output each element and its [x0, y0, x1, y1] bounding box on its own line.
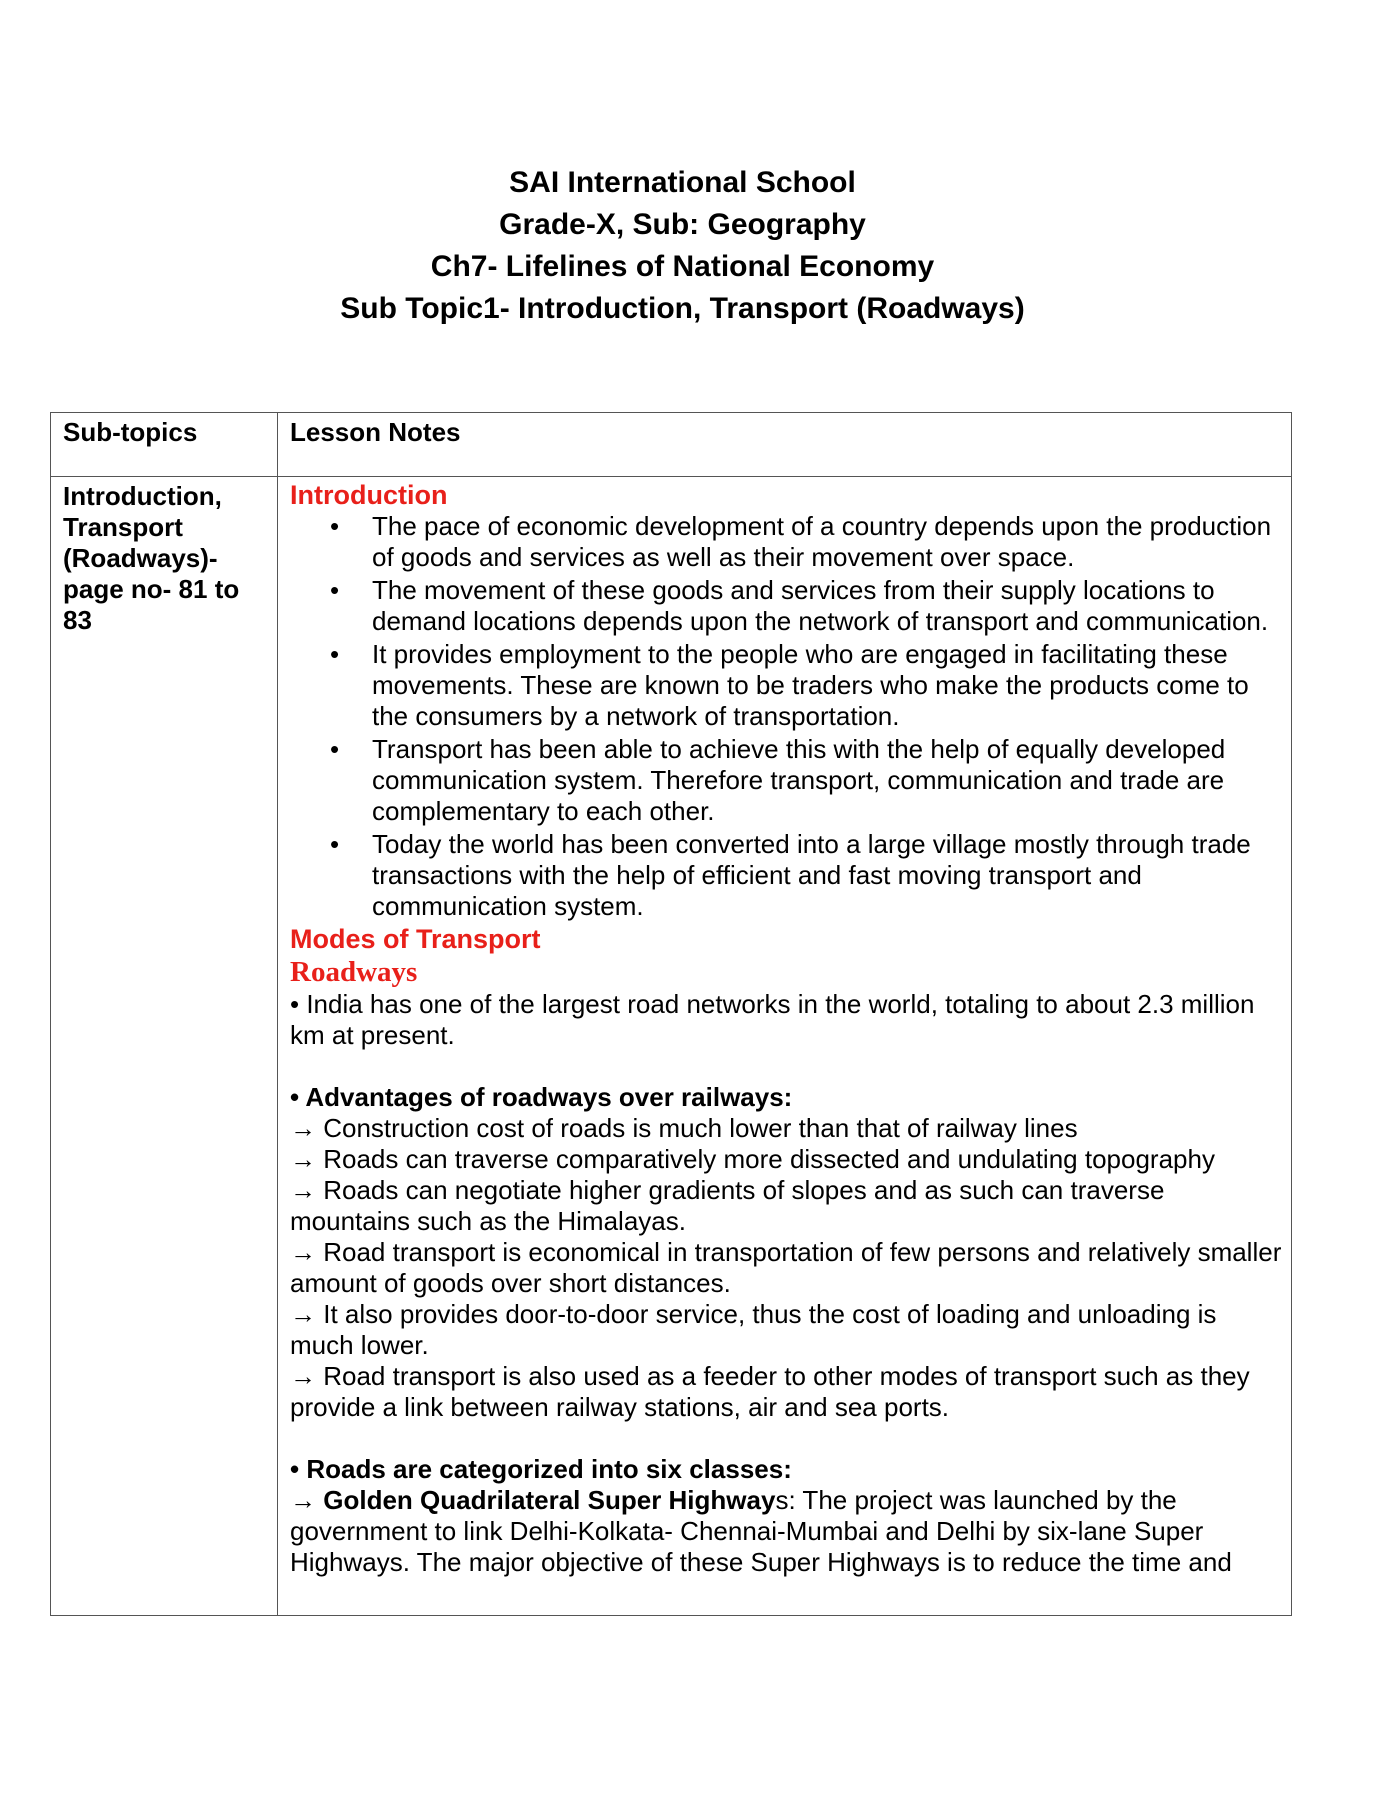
advantage-item: → Road transport is economical in transportation of few persons and relatively smaller amount of goods over short distances. — [290, 1237, 1282, 1298]
roadways-intro: • India has one of the largest road networks in the world, totaling to about 2.3 million km at present. — [290, 989, 1255, 1050]
advantages-heading: • Advantages of roadways over railways: — [290, 1082, 793, 1112]
introduction-list — [290, 511, 1283, 922]
modes-of-transport-heading: Modes of Transport — [290, 924, 541, 954]
table-header-row — [51, 413, 1292, 477]
introduction-heading: Introduction — [290, 480, 448, 510]
spacer — [290, 1423, 1283, 1454]
col-header-lesson-notes: Lesson Notes — [278, 413, 1292, 477]
advantage-item: → Road transport is also used as a feeder to other modes of transport such as they provide a link between railway stations, air and sea ports. — [290, 1361, 1250, 1422]
grade-subject: Grade-X, Sub: Geography — [499, 208, 866, 241]
list-item: • The movement of these goods and services from their supply locations to demand locations depends upon the network of transport and communication. — [372, 575, 1283, 637]
golden-quadrilateral-text: s: The project was launched by the government to link Delhi-Kolkata- Chennai-Mumbai and Delhi by six-lane Super Highways. The major objective of these Super Highways is to reduce the time and — [290, 1485, 1232, 1577]
list-item: • The pace of economic development of a country depends upon the production of goods and services as well as their movement over space. — [372, 511, 1283, 573]
subtopic-title: Sub Topic1- Introduction, Transport (Roadways) — [340, 292, 1025, 325]
golden-quadrilateral-item — [290, 1485, 1283, 1578]
table-row — [51, 477, 1292, 1616]
document-header — [0, 162, 1365, 330]
advantage-item: → Roads can negotiate higher gradients of slopes and as such can traverse mountains such as the Himalayas. — [290, 1175, 1165, 1236]
advantage-item: → Roads can traverse comparatively more dissected and undulating topography — [290, 1144, 1215, 1174]
school-name: SAI International School — [509, 166, 856, 199]
lesson-notes-cell — [278, 477, 1292, 1616]
roadways-heading: Roadways — [290, 956, 418, 988]
spacer — [290, 1051, 1283, 1082]
lesson-notes-table — [50, 412, 1292, 1616]
golden-quadrilateral-term: Golden Quadrilateral Super Highway — [323, 1485, 776, 1515]
subtopic-cell: Introduction, Transport (Roadways)-page no- 81 to 83 — [51, 477, 278, 1616]
advantage-item: → Construction cost of roads is much lower than that of railway lines — [290, 1113, 1078, 1143]
list-item: • Today the world has been converted into a large village mostly through trade transactions with the help of efficient and fast moving transport and communication system. — [372, 829, 1283, 922]
list-item: • Transport has been able to achieve this with the help of equally developed communication system. Therefore transport, communication and trade are complementary to each other. — [372, 734, 1283, 827]
arrow-text: → — [290, 1485, 324, 1515]
col-header-subtopics: Sub-topics — [51, 413, 278, 477]
list-item: • It provides employment to the people who are engaged in facilitating these movements. These are known to be traders who make the products come to the consumers by a network of transportation. — [372, 639, 1283, 732]
chapter-title: Ch7- Lifelines of National Economy — [430, 250, 935, 283]
road-classes-heading: • Roads are categorized into six classes: — [290, 1454, 792, 1484]
advantage-item: → It also provides door-to-door service, thus the cost of loading and unloading is much lower. — [290, 1299, 1217, 1360]
